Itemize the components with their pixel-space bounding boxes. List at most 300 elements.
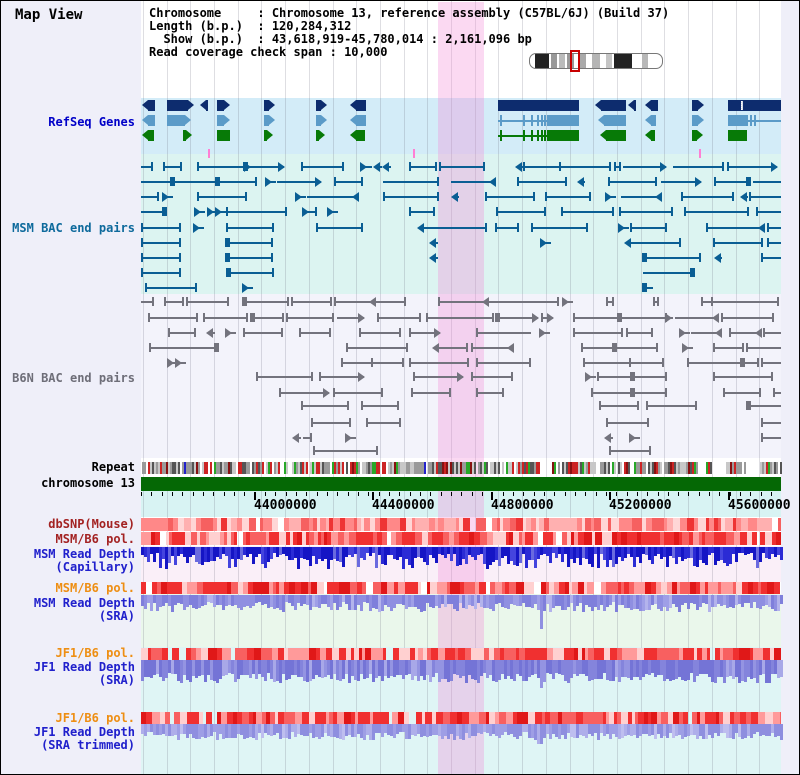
- jf1-b6-pol-heatmap-cell: [707, 648, 710, 660]
- gene-arrow-right: [188, 100, 194, 110]
- msm-bac-line[interactable]: [545, 196, 591, 198]
- b6n-bac-line[interactable]: [426, 317, 494, 319]
- dbsnp-mouse-heatmap-cell: [422, 518, 429, 531]
- jf1-b6-pol-heatmap-cell: [141, 648, 148, 660]
- msm-bac-end-bar: [485, 223, 487, 232]
- b6n-bac-end-bar: [471, 372, 473, 381]
- b6n-bac-line[interactable]: [746, 347, 781, 349]
- b6n-bac-line[interactable]: [471, 376, 513, 378]
- b6n-bac-line[interactable]: [434, 347, 468, 349]
- gene-box[interactable]: [356, 130, 365, 141]
- msm-bac-line[interactable]: [713, 242, 763, 244]
- msm-bac-line[interactable]: [727, 166, 777, 168]
- msm-bac-line[interactable]: [383, 196, 439, 198]
- gene-exon-tick: [523, 130, 525, 141]
- b6n-bac-end-bar: [759, 388, 761, 397]
- msm-b6-pol-heatmap-cell: [499, 532, 506, 545]
- msm-bac-line[interactable]: [141, 227, 181, 229]
- gene-exon-tick: [541, 130, 543, 141]
- gene-arrow-left: [142, 130, 148, 140]
- axis-minor-tick: [348, 492, 349, 496]
- b6n-bac-line[interactable]: [721, 317, 774, 319]
- b6n-bac-end-bar: [148, 313, 150, 322]
- b6n-bac-end-bar: [409, 358, 411, 367]
- b6n-bac-end-bar: [665, 388, 667, 397]
- msm-bac-line[interactable]: [307, 196, 356, 198]
- msm-b6-pol-sra-heatmap-cell: [430, 582, 437, 594]
- msm-bac-line[interactable]: [608, 181, 657, 183]
- b6n-bac-line[interactable]: [609, 450, 651, 452]
- b6n-bac-line[interactable]: [763, 332, 781, 334]
- gene-box[interactable]: [217, 130, 230, 141]
- gene-box[interactable]: [651, 130, 655, 141]
- b6n-bac-end-bar: [299, 328, 301, 337]
- gene-arrow-left: [350, 100, 356, 110]
- msm-bac-line[interactable]: [197, 166, 246, 168]
- b6n-bac-end-bar: [742, 343, 744, 352]
- b6n-bac-line[interactable]: [583, 362, 664, 364]
- ideogram-band: [606, 54, 612, 68]
- gene-exon-tick: [537, 130, 539, 141]
- b6n-bac-line[interactable]: [243, 332, 283, 334]
- msm-bac-line[interactable]: [714, 181, 749, 183]
- repeat-bar: [696, 462, 698, 474]
- msm-bac-arrowhead-right: [244, 162, 251, 172]
- repeat-bar: [644, 462, 646, 474]
- gene-exon-tick: [500, 130, 502, 141]
- axis-minor-tick: [699, 492, 700, 496]
- msm-bac-line[interactable]: [141, 272, 181, 274]
- msm-bac-arrowhead-right: [278, 162, 285, 172]
- msm-bac-line[interactable]: [141, 257, 181, 259]
- gene-box[interactable]: [148, 100, 155, 111]
- gene-box[interactable]: [651, 115, 656, 126]
- msm-bac-line[interactable]: [316, 227, 363, 229]
- gene-box[interactable]: [217, 115, 224, 126]
- msm-sra-sublabel: (SRA): [98, 609, 135, 623]
- msm-bac-end-bar: [699, 253, 701, 262]
- b6n-bac-line[interactable]: [334, 301, 373, 303]
- msm-bac-line[interactable]: [451, 181, 493, 183]
- msm-bac-thick-mark: [225, 253, 230, 262]
- b6n-bac-line[interactable]: [286, 317, 334, 319]
- msm-bac-arrowhead-left: [429, 238, 436, 248]
- b6n-bac-end-bar: [649, 446, 651, 455]
- axis-label: 45600000: [728, 498, 791, 513]
- msm-b6-pol-heatmap-cell: [553, 532, 556, 545]
- msm-bac-line[interactable]: [749, 196, 781, 198]
- axis-minor-tick: [616, 492, 617, 496]
- msm-bac-thick-mark: [225, 238, 230, 247]
- msm-bac-end-bar: [517, 223, 519, 232]
- axis-minor-tick: [141, 492, 142, 496]
- msm-b6-pol-sra-heatmap-cell: [721, 582, 728, 594]
- repeat-bar: [270, 462, 272, 474]
- b6n-bac-end-bar: [330, 297, 332, 306]
- b6n-bac-line[interactable]: [346, 347, 408, 349]
- b6n-bac-line[interactable]: [409, 362, 469, 364]
- msm-bac-end-bar: [301, 162, 303, 171]
- msm-bac-line[interactable]: [767, 242, 781, 244]
- msm-bac-line[interactable]: [706, 227, 762, 229]
- msm-bac-arrowhead-right: [242, 283, 249, 293]
- gene-box[interactable]: [606, 130, 626, 141]
- gene-arrow-right: [186, 130, 192, 140]
- b6n-bac-end-bar: [757, 358, 759, 367]
- axis-minor-tick: [523, 492, 524, 496]
- msm-b6-pol-heatmap-cell: [349, 532, 356, 545]
- msm-bac-end-bar: [655, 177, 657, 186]
- b6n-bac-line[interactable]: [243, 301, 289, 303]
- jf1-b6-pol-heatmap-cell: [477, 648, 484, 660]
- b6n-bac-line[interactable]: [168, 332, 196, 334]
- b6n-bac-line[interactable]: [488, 301, 559, 303]
- axis-minor-tick: [162, 492, 163, 496]
- msm-bac-line[interactable]: [643, 272, 693, 274]
- msm-bac-line[interactable]: [226, 242, 273, 244]
- axis-minor-tick: [503, 492, 504, 496]
- b6n-bac-line[interactable]: [301, 405, 349, 407]
- msm-bac-line[interactable]: [227, 272, 274, 274]
- gene-exon-tick: [754, 115, 756, 126]
- b6n-bac-line[interactable]: [687, 362, 759, 364]
- b6n-bac-end-bar: [366, 418, 368, 427]
- b6n-bac-line[interactable]: [723, 392, 761, 394]
- b6n-bac-line[interactable]: [361, 405, 399, 407]
- msm-bac-line[interactable]: [643, 257, 701, 259]
- b6n-bac-label: B6N BAC end pairs: [12, 371, 135, 385]
- msm-bac-arrowhead-right: [540, 238, 547, 248]
- gene-box[interactable]: [604, 115, 626, 126]
- b6n-bac-line[interactable]: [299, 332, 331, 334]
- msm-bac-end-bar: [483, 162, 485, 171]
- gene-exon-tick: [500, 115, 502, 126]
- dbsnp-mouse-heatmap-cell: [559, 518, 566, 531]
- b6n-bac-line[interactable]: [313, 450, 378, 452]
- b6n-bac-end-bar: [227, 297, 229, 306]
- gene-box[interactable]: [148, 115, 155, 126]
- gene-box[interactable]: [547, 130, 579, 141]
- msm-read-depth-capillary-bar: [780, 547, 783, 560]
- msm-bac-line[interactable]: [561, 211, 614, 213]
- msm-bac-line[interactable]: [409, 211, 435, 213]
- msm-bac-line[interactable]: [226, 257, 273, 259]
- msm-bac-line[interactable]: [409, 166, 437, 168]
- msm-bac-line[interactable]: [767, 227, 781, 229]
- b6n-bac-line[interactable]: [761, 437, 781, 439]
- msm-bac-line[interactable]: [673, 166, 724, 168]
- msm-bac-line[interactable]: [141, 181, 257, 183]
- msm-bac-end-bar: [756, 207, 758, 216]
- msm-bac-line[interactable]: [226, 211, 287, 213]
- b6n-bac-line[interactable]: [581, 347, 658, 349]
- msm-bac-end-bar: [517, 177, 519, 186]
- msm-bac-arrowhead-right: [315, 177, 322, 187]
- b6n-bac-line[interactable]: [149, 347, 217, 349]
- gene-box[interactable]: [356, 100, 366, 111]
- axis-minor-tick: [565, 492, 566, 496]
- axis-minor-tick: [750, 492, 751, 496]
- b6n-bac-end-bar: [713, 372, 715, 381]
- msm-bac-line[interactable]: [619, 211, 673, 213]
- msm-bac-arrowhead-right: [162, 192, 169, 202]
- b6n-bac-end-bar: [413, 372, 415, 381]
- ideogram-view-marker: [570, 50, 580, 72]
- jf1-read-depth-sra-bar: [780, 660, 783, 677]
- b6n-bac-end-bar: [687, 358, 689, 367]
- gene-arrow-right: [698, 115, 704, 125]
- jf1-b6-pol-heatmap-cell: [438, 648, 445, 660]
- dbsnp-mouse-heatmap-cell: [778, 518, 781, 531]
- b6n-bac-end-bar: [599, 401, 601, 410]
- msm-bac-line[interactable]: [496, 211, 546, 213]
- b6n-bac-end-bar: [746, 343, 748, 352]
- b6n-bac-end-bar: [597, 372, 599, 381]
- gene-arrow-left: [600, 130, 606, 140]
- b6n-bac-line[interactable]: [374, 301, 406, 303]
- b6n-bac-arrowhead-left: [755, 328, 762, 338]
- gene-box[interactable]: [148, 130, 154, 141]
- b6n-bac-arrowhead-right: [434, 328, 441, 338]
- b6n-bac-thick-mark: [250, 313, 255, 322]
- b6n-bac-arrowhead-right: [629, 433, 636, 443]
- axis-minor-tick: [647, 492, 648, 496]
- b6n-bac-line[interactable]: [359, 332, 401, 334]
- b6n-bac-line[interactable]: [413, 376, 463, 378]
- gene-exon-tick: [531, 130, 533, 141]
- msm-bac-line[interactable]: [626, 242, 681, 244]
- msm-bac-line[interactable]: [141, 242, 181, 244]
- b6n-bac-line[interactable]: [279, 392, 329, 394]
- msm-bac-end-bar: [245, 192, 247, 201]
- b6n-bac-line[interactable]: [411, 392, 451, 394]
- msm-bac-line[interactable]: [630, 227, 667, 229]
- gene-arrow-right: [698, 100, 704, 110]
- b6n-bac-thick-mark: [242, 297, 247, 306]
- msm-bac-end-bar: [439, 162, 441, 171]
- b6n-bac-line[interactable]: [203, 317, 248, 319]
- msm-bac-line[interactable]: [681, 196, 734, 198]
- b6n-bac-line[interactable]: [747, 405, 781, 407]
- dbsnp-mouse-heatmap-cell: [741, 518, 748, 531]
- msm-bac-line[interactable]: [226, 227, 274, 229]
- b6n-bac-line[interactable]: [591, 392, 667, 394]
- axis-minor-tick: [554, 492, 555, 496]
- msm-bac-line[interactable]: [439, 166, 485, 168]
- b6n-bac-line[interactable]: [646, 405, 697, 407]
- msm-bac-line[interactable]: [197, 196, 247, 198]
- gene-box[interactable]: [547, 115, 579, 126]
- b6n-bac-line[interactable]: [573, 332, 623, 334]
- repeat-bar: [248, 462, 250, 474]
- msm-bac-end-bar: [179, 268, 181, 277]
- b6n-bac-line[interactable]: [761, 362, 781, 364]
- b6n-bac-line[interactable]: [476, 392, 504, 394]
- msm-bac-line[interactable]: [561, 166, 611, 168]
- msm-bac-line[interactable]: [495, 227, 519, 229]
- b6n-bac-end-bar: [466, 343, 468, 352]
- b6n-bac-arrowhead-left: [712, 313, 719, 323]
- b6n-bac-end-bar: [476, 388, 478, 397]
- msm-bac-arrowhead-right: [295, 192, 302, 202]
- msm-b6-pol-sra-heatmap-cell: [611, 582, 618, 594]
- gene-box[interactable]: [167, 115, 185, 126]
- msm-bac-line[interactable]: [753, 181, 781, 183]
- msm-b6-pol-sra-heatmap-cell: [509, 582, 516, 594]
- msm-bac-line[interactable]: [761, 257, 781, 259]
- dbsnp-mouse-heatmap-cell: [481, 518, 486, 531]
- msm-bac-end-bar: [271, 238, 273, 247]
- repeat-bar: [554, 462, 556, 474]
- b6n-bac-line[interactable]: [713, 376, 773, 378]
- b6n-bac-line[interactable]: [148, 317, 198, 319]
- msm-bac-line[interactable]: [145, 287, 197, 289]
- b6n-bac-end-bar: [777, 297, 779, 306]
- gene-box[interactable]: [498, 100, 579, 111]
- msm-bac-end-bar: [342, 162, 344, 171]
- repeat-bar: [206, 462, 208, 474]
- b6n-bac-end-bar: [164, 297, 166, 306]
- msm-bac-end-bar: [361, 177, 363, 186]
- b6n-bac-end-bar: [711, 297, 713, 306]
- msm-bac-line[interactable]: [525, 166, 561, 168]
- gene-box[interactable]: [728, 100, 781, 111]
- gene-box[interactable]: [217, 100, 224, 111]
- b6n-bac-line[interactable]: [256, 376, 313, 378]
- gene-intron-line[interactable]: [748, 120, 781, 122]
- b6n-bac-line[interactable]: [626, 332, 653, 334]
- b6n-bac-line[interactable]: [291, 301, 332, 303]
- b6n-bac-end-bar: [621, 328, 623, 337]
- b6n-bac-line[interactable]: [311, 422, 351, 424]
- msm-bac-arrowhead-left: [417, 223, 424, 233]
- msm-read-depth-capillary-label: MSM Read Depth: [33, 547, 135, 561]
- b6n-bac-line[interactable]: [377, 317, 421, 319]
- b6n-bac-end-bar: [313, 446, 315, 455]
- chromosome-13-bar[interactable]: [141, 477, 781, 491]
- repeat-bar: [210, 462, 212, 474]
- msm-bac-end-bar: [361, 223, 363, 232]
- gene-box[interactable]: [651, 100, 658, 111]
- msm-bac-line[interactable]: [301, 166, 344, 168]
- msm-bac-line[interactable]: [684, 211, 749, 213]
- msm-bac-arrowhead-left: [740, 192, 747, 202]
- b6n-bac-line[interactable]: [476, 332, 531, 334]
- msm-bac-line[interactable]: [419, 227, 487, 229]
- msm-b6-pol-sra-heatmap-cell: [256, 582, 263, 594]
- gene-box[interactable]: [601, 100, 626, 111]
- axis-minor-tick: [668, 492, 669, 496]
- gene-arrow-right: [185, 115, 191, 125]
- repeat-bar: [342, 462, 344, 474]
- repeat-bar: [558, 462, 560, 474]
- axis-minor-tick: [627, 492, 628, 496]
- b6n-bac-line[interactable]: [186, 301, 229, 303]
- msm-bac-end-bar: [665, 223, 667, 232]
- b6n-bac-line[interactable]: [471, 347, 511, 349]
- chromosome-ideogram[interactable]: [529, 53, 663, 69]
- gene-box[interactable]: [634, 100, 636, 111]
- msm-bac-end-bar: [179, 238, 181, 247]
- msm-bac-line[interactable]: [517, 181, 567, 183]
- axis-minor-tick: [544, 492, 545, 496]
- b6n-bac-line[interactable]: [366, 422, 401, 424]
- msm-bac-end-bar: [531, 223, 533, 232]
- b6n-bac-end-bar: [411, 388, 413, 397]
- msm-bac-end-bar: [437, 177, 439, 186]
- b6n-bac-line[interactable]: [713, 347, 744, 349]
- msm-bac-end-bar: [589, 192, 591, 201]
- b6n-bac-arrowhead-left: [715, 328, 722, 338]
- msm-bac-end-bar: [195, 283, 197, 292]
- b6n-bac-line[interactable]: [606, 422, 649, 424]
- b6n-bac-line[interactable]: [251, 317, 284, 319]
- b6n-bac-line[interactable]: [761, 422, 781, 424]
- gene-box[interactable]: [206, 100, 208, 111]
- b6n-bac-end-bar: [492, 313, 494, 322]
- gene-exon-tick: [541, 115, 543, 126]
- b6n-bac-end-bar: [573, 313, 575, 322]
- b6n-bac-line[interactable]: [675, 317, 716, 319]
- b6n-bac-line[interactable]: [438, 301, 486, 303]
- msm-bac-thick-mark: [215, 177, 220, 186]
- gene-box[interactable]: [167, 100, 188, 111]
- axis-minor-tick: [430, 492, 431, 496]
- axis-minor-tick: [296, 492, 297, 496]
- axis-minor-tick: [730, 492, 731, 496]
- msm-read-depth-sra-label: MSM Read Depth: [33, 596, 135, 610]
- b6n-bac-line[interactable]: [476, 362, 531, 364]
- b6n-bac-line[interactable]: [164, 301, 184, 303]
- b6n-bac-arrowhead-right: [665, 313, 672, 323]
- msm-b6-pol-heatmap-cell: [155, 532, 160, 545]
- msm-b6-pol-sra-label: MSM/B6 pol.: [55, 581, 135, 595]
- msm-bac-line[interactable]: [334, 181, 363, 183]
- gene-box[interactable]: [356, 115, 366, 126]
- jf1-b6-pol-heatmap-cell: [650, 648, 657, 660]
- b6n-bac-end-bar: [186, 297, 188, 306]
- msm-bac-end-bar: [197, 162, 199, 171]
- b6n-bac-arrowhead-right: [585, 372, 592, 382]
- b6n-bac-line[interactable]: [333, 392, 383, 394]
- dbsnp-mouse-heatmap-cell: [333, 518, 340, 531]
- msm-bac-line[interactable]: [756, 211, 781, 213]
- jf1-b6-pol-heatmap-cell: [235, 648, 242, 660]
- msm-bac-line[interactable]: [531, 227, 588, 229]
- msm-bac-line[interactable]: [621, 196, 659, 198]
- msm-b6-pol-heatmap-cell: [234, 532, 237, 545]
- msm-bac-line[interactable]: [383, 181, 439, 183]
- b6n-bac-line[interactable]: [599, 405, 639, 407]
- msm-b6-pol-sra-heatmap-cell: [362, 582, 366, 594]
- gene-box[interactable]: [728, 115, 748, 126]
- gene-box[interactable]: [728, 130, 747, 141]
- b6n-bac-end-bar: [371, 358, 373, 367]
- dbsnp-mouse-heatmap-cell: [289, 518, 296, 531]
- msm-bac-end-bar: [722, 162, 724, 171]
- b6n-bac-arrowhead-right: [225, 328, 232, 338]
- msm-bac-end-bar: [180, 162, 182, 171]
- msm-b6-pol-sra-heatmap-cell: [440, 582, 447, 594]
- msm-read-depth-sra-bar: [780, 595, 783, 604]
- jf1-b6-pol-heatmap-cell: [509, 648, 516, 660]
- msm-bac-arrowhead-right: [215, 207, 222, 217]
- gene-arrow-left: [350, 115, 356, 125]
- b6n-bac-end-bar: [397, 401, 399, 410]
- msm-bac-line[interactable]: [485, 196, 535, 198]
- b6n-bac-end-bar: [449, 388, 451, 397]
- b6n-bac-end-bar: [771, 372, 773, 381]
